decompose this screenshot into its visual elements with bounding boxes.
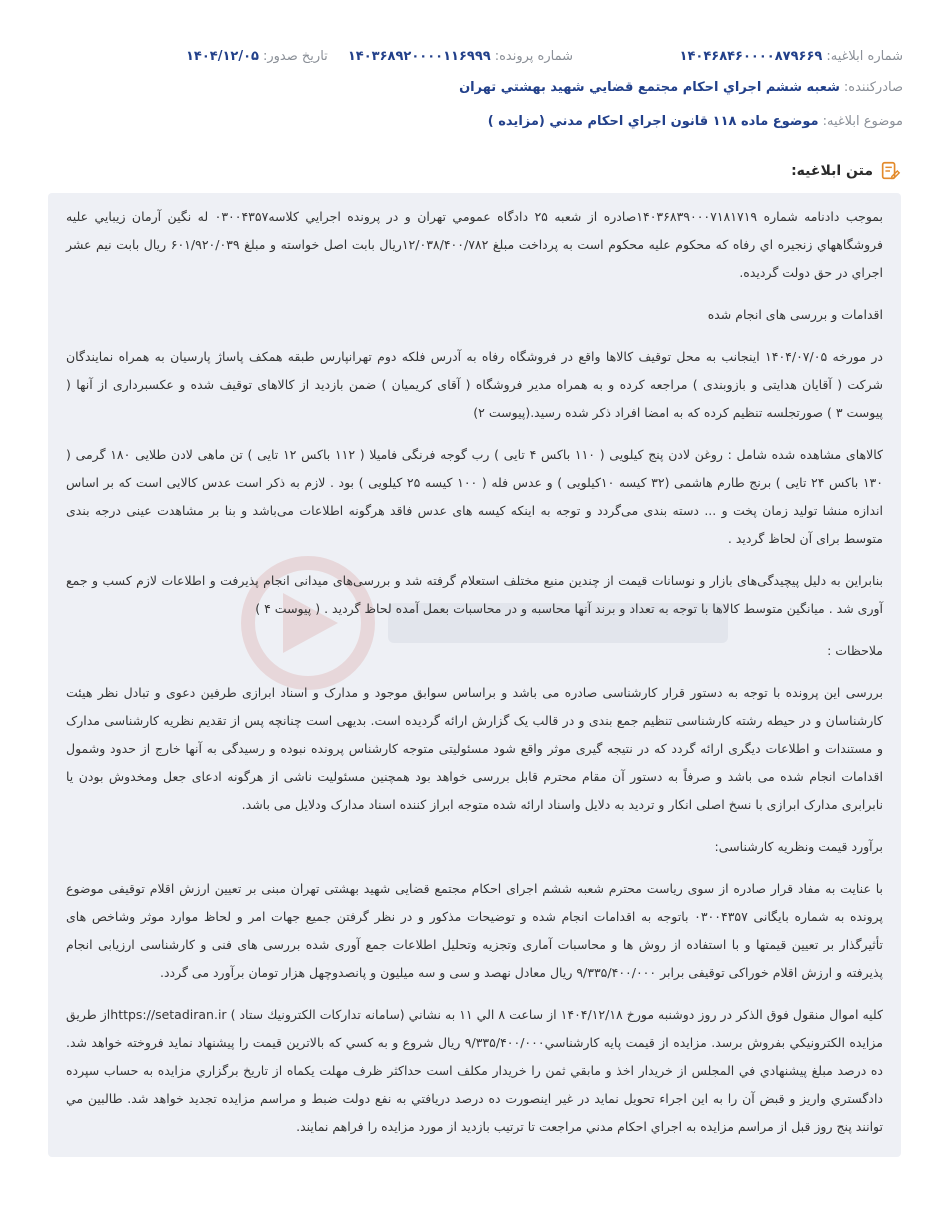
section-title-text: متن ابلاغیه: bbox=[791, 163, 873, 179]
subject-row bbox=[488, 114, 903, 129]
paragraph: با عنایت به مفاد قرار صادره از سوی ریاست محترم شعبه ششم اجرای احکام مجتمع قضایی شهید بهشتی تهران مبنی بر تعیین ارزش اقلام توقیفی موضوع پرونده به شماره بایگانی ۰۳۰۰۴۳۵۷ باتوجه به اقدامات انجام شده و توضیحات مذکور و در نظر گرفتن جمیع جهات امر و لحاظ موارد موثر وشاخص های تأثیرگذار بر تعیین قیمتها و با استفاده از روش ها و محاسبات آماری وتجزیه وتحلیل اطلاعات جمع آوری شده بررسی های فنی و کارشناسی ارزیابی انجام پذیرفته و ارزش اقلام خوراکی توقیفی برابر ۹/۳۳۵/۴۰۰/۰۰۰ ریال معادل نهصد و سی و سه میلیون و پانصدوچهل هزار تومان برآورد می گردد. bbox=[66, 881, 884, 980]
issue-number-value: ۱۴۰۴۶۸۴۶۰۰۰۰۸۷۹۶۶۹ bbox=[679, 48, 823, 64]
subject-label: موضوع ابلاغیه: bbox=[822, 114, 903, 129]
issuer-label: صادرکننده: bbox=[843, 80, 903, 95]
paragraph: بررسی این پرونده با توجه به دستور قرار کارشناسی صادره می باشد و براساس سوابق موجود و مدارک و اسناد ابرازی طرفین دعوی و تبادل نظر هیئت کارشناسان و در حیطه رشته کارشناسی تنظیم جمع بندی و در قالب یک گزارش ارائه گردیده است. بدیهی است چنانچه پس از تقدیم نظریه کارشناسی مدارک و مستندات و اطلاعات دیگری ارائه گردد که در نتیجه گیری موثر واقع شود مسئولیتی متوجه کارشناس پرونده نبوده و رسیدگی به آنها خارج از حدود وشمول اقدامات انجام شده می باشد و صرفاً به دستور آن مقام محترم قابل بررسی خواهد بود همچنین مسئولیت ناشی از هرگونه ادعای جعل ومخدوش بودن یا نابرابری مدارک ابرازی با نسخ اصلی انکار و تردید به دلایل واسناد ارائه شده متوجه ابراز کننده اسناد مدارک ودلایل می باشد. bbox=[66, 685, 883, 812]
case-number bbox=[348, 49, 573, 64]
notice-text bbox=[66, 203, 883, 1155]
section-title bbox=[791, 160, 901, 182]
document-edit-icon bbox=[879, 160, 901, 182]
issue-date bbox=[186, 49, 328, 64]
issuer-row bbox=[459, 80, 903, 95]
paragraph: كليه اموال منقول فوق الذكر در روز دوشنبه مورخ ۱۴۰۴/۱۲/۱۸ از ساعت ۸ الي ۱۱ به نشاني (سامانه تداركات الكترونيك ستاد ) https://setadiran.irاز طريق مزايده الكترونيكي بفروش برسد. مزايده از قيمت پايه كارشناسي۹/۳۳۵/۴۰۰/۰۰۰ ريال شروع و به كسي كه بالاترين قيمت را پيشنهاد نمايد فروخته خواهد شد. ده درصد مبلغ پيشنهادي في المجلس از خريدار اخذ و مابقي ثمن را خريدار مكلف است حداكثر ظرف مهلت يكماه از تاريخ برگزاري مزايده به حساب سپرده دادگستري واريز و قبض آن را به اين اجراء تحويل نمايد در غير اينصورت ده درصد دريافتي به نفع دولت ضبط و مراسم مزايده تجديد خواهد شد. طالبين مي توانند پنج روز قبل از مراسم مزايده به اجراي احكام مدني مراجعت تا ترتيب بازديد از مورد مزايده را فراهم نمايند. bbox=[66, 1007, 884, 1134]
issue-date-value: ۱۴۰۴/۱۲/۰۵ bbox=[186, 48, 259, 64]
issue-date-label: تاریخ صدور: bbox=[262, 48, 328, 64]
paragraph: کالاهای مشاهده شده شامل : روغن لادن پنج کیلویی ( ۱۱۰ باکس ۴ تایی ) رب گوجه فرنگی فامیلا ( ۱۱۲ باکس ۱۲ تایی ) تن ماهی لادن طلایی ۱۸۰ گرمی ( ۱۳۰ باکس ۲۴ تایی ) برنج طارم هاشمی (۳۲ کیسه ۱۰کیلویی ) و عدس فله ( ۱۰۰ کیسه ۲۵ کیلویی ) بود . لازم به ذکر است عدس کالایی است که بر اساس اندازه منشا تولید زمان پخت و ... دسته بندی می‌گردد و توجه به اینکه کیسه های عدس فاقد هرگونه اطلاعات می‌باشد و بنا بر مشاهدت عینی درجه بندی متوسط برای آن لحاظ گردید . bbox=[66, 447, 883, 546]
issuer-value: شعبه ششم اجراي احكام مجتمع قضايي شهيد بهشتي تهران bbox=[459, 80, 840, 95]
issue-number bbox=[680, 49, 903, 64]
paragraph: در مورخه ۱۴۰۴/۰۷/۰۵ اینجانب به محل توقیف کالاها واقع در فروشگاه رفاه به آدرس فلکه دوم تهرانپارس طبقه همکف پاساژ پارسیان به همراه نمایندگان شرکت ( آقایان هدایتی و بازوبندی ) مراجعه کرده و به همراه مدیر فروشگاه ( آقای کریمیان ) ضمن بازدید از کالاهای توقیف شده و عکسبرداری از آنها ( پیوست ۳ ) صورتجلسه تنظیم کرده که به امضا افراد ذکر شده رسید.(پیوست ۲) bbox=[66, 349, 883, 420]
paragraph: برآورد قیمت ونظریه کارشناسی: bbox=[714, 839, 883, 854]
paragraph: بنابراین به دلیل پیچیدگی‌های بازار و نوسانات قیمت از چندین منبع مختلف استعلام گرفته شد و بررسی‌های میدانی انجام پذیرفت و اطلاعات لازم کسب و جمع آوری شد . میانگین متوسط کالاها با توجه به تعداد و برند آنها محاسبه و در محاسبات بعمل آمده لحاظ گردید . ( پیوست ۴ ) bbox=[66, 573, 883, 616]
notice-body bbox=[48, 193, 901, 1157]
issue-number-label: شماره ابلاغیه: bbox=[826, 48, 903, 64]
paragraph: بموجب دادنامه شماره ۱۴۰۳۶۸۳۹۰۰۰۷۱۸۱۷۱۹صادره از شعبه ۲۵ دادگاه عمومي تهران و در پرونده اجرايي كلاسه۰۳۰۰۴۳۵۷ له نگين آرمان زيبايي عليه فروشگاههاي زنجيره اي رفاه كه محكوم عليه محكوم است به پرداخت مبلغ ۱۲/۰۳۸/۴۰۰/۷۸۲ريال بابت اصل خواسته و مبلغ ۶۰۱/۹۲۰/۰۳۹ ريال بابت نيم عشر اجراي در حق دولت گرديده. bbox=[66, 209, 883, 280]
case-number-value: ۱۴۰۳۶۸۹۲۰۰۰۰۱۱۶۹۹۹ bbox=[347, 48, 491, 64]
meta-row bbox=[36, 44, 903, 68]
paragraph: ملاحظات : bbox=[827, 643, 883, 658]
case-number-label: شماره پرونده: bbox=[494, 48, 573, 64]
paragraph: اقدامات و بررسی های انجام شده bbox=[707, 307, 883, 322]
subject-value: موضوع ماده ۱۱۸ قانون اجراي احكام مدني (مزايده ) bbox=[487, 114, 819, 129]
